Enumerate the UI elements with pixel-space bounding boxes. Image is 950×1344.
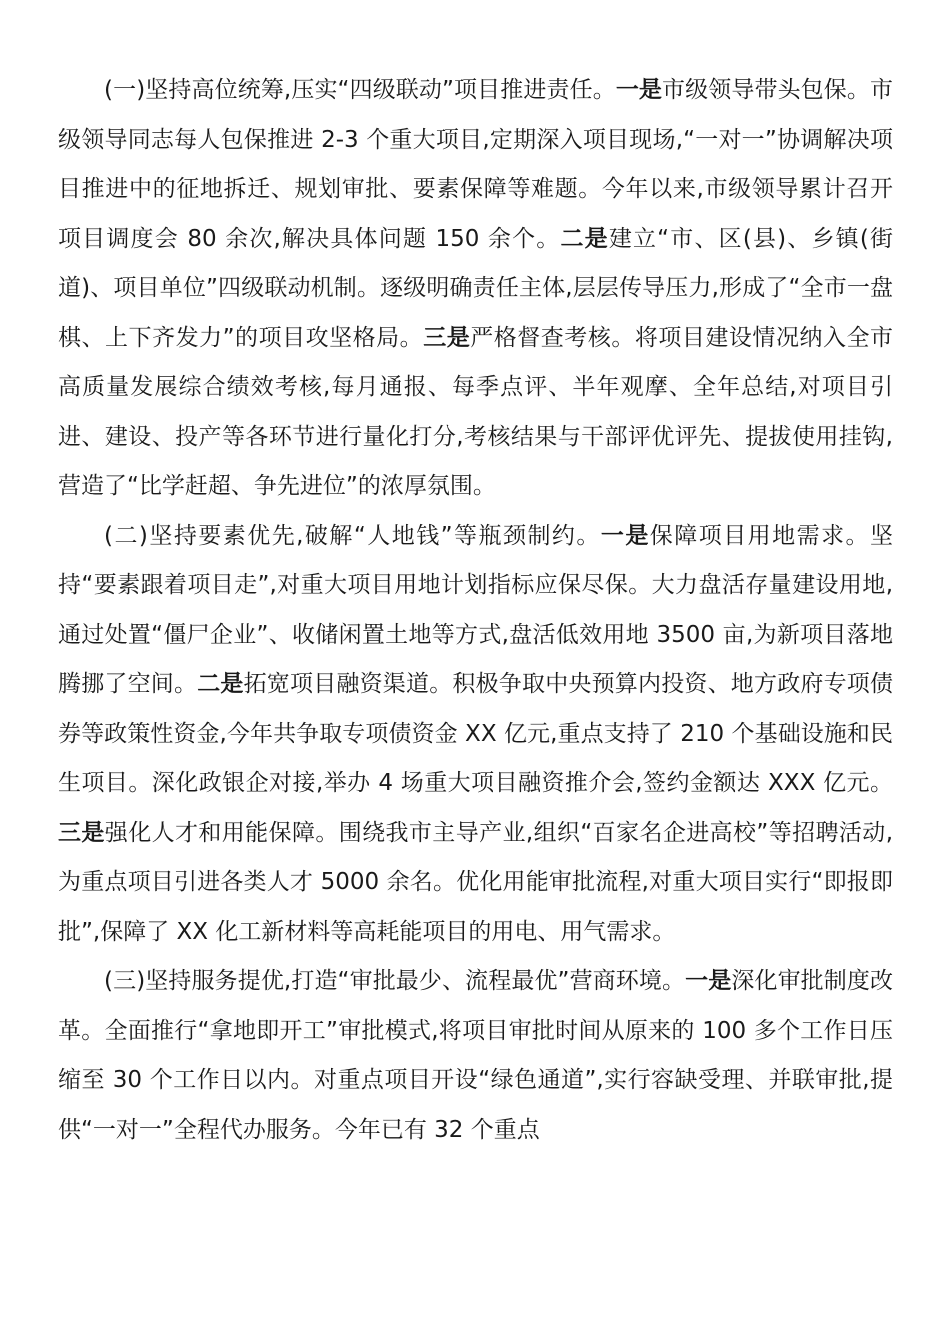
para1-point1-marker: 一是 [615, 77, 663, 103]
para2-point2-marker: 二是 [197, 671, 244, 697]
document-body [58, 66, 893, 1155]
para1-point3-marker: 三是 [423, 324, 471, 351]
para1-point3-text: 严格督查考核。将项目建设情况纳入全市高质量发展综合绩效考核,每月通报、每季点评、半年观摩、全年总结,对项目引进、建设、投产等各环节进行量化打分,考核结果与干部评优评先、提拔使用挂钩,营造了“比学赶超、争先进位”的浓厚氛围。 [58, 324, 894, 499]
para2-point3-text: 强化人才和用能保障。围绕我市主导产业,组织“百家名企进高校”等招聘活动,为重点项目引进各类人才 5000 余名。优化用能审批流程,对重大项目实行“即报即批”,保障了 XX 化工新材料等高耗能项目的用电、用气需求。 [58, 819, 894, 945]
para3-point1-marker: 一是 [685, 968, 732, 994]
para2-heading: (二)坚持要素优先,破解“人地钱”等瓶颈制约。 [104, 522, 601, 549]
paragraph-1 [58, 66, 893, 512]
para2-point3-marker: 三是 [58, 819, 105, 846]
paragraph-2 [58, 512, 893, 958]
paragraph-3 [58, 957, 893, 1155]
para1-point1-text: 市级领导带头包保。市级领导同志每人包保推进 2-3 个重大项目,定期深入项目现场,“一对一”协调解决项目推进中的征地拆迁、规划审批、要素保障等难题。今年以来,市级领导累计召开项目调度会 80 余次,解决具体问题 150 余个。 [58, 77, 894, 252]
para1-point2-marker: 二是 [560, 225, 609, 252]
para2-point1-marker: 一是 [600, 522, 650, 549]
para1-heading: (一)坚持高位统筹,压实“四级联动”项目推进责任。 [104, 77, 616, 103]
para3-point1-text: 深化审批制度改革。全面推行“拿地即开工”审批模式,将项目审批时间从原来的 100 多个工作日压缩至 30 个工作日以内。对重点项目开设“绿色通道”,实行容缺受理、并联审批,提供“一对一”全程代办服务。今年已有 32 个重点 [58, 968, 894, 1143]
para1-point2-text: 建立“市、区(县)、乡镇(街道)、项目单位”四级联动机制。逐级明确责任主体,层层传导压力,形成了“全市一盘棋、上下齐发力”的项目攻坚格局。 [58, 225, 893, 351]
para2-point2-text: 拓宽项目融资渠道。积极争取中央预算内投资、地方政府专项债券等政策性资金,今年共争取专项债资金 XX 亿元,重点支持了 210 个基础设施和民生项目。深化政银企对接,举办 4 场重大项目融资推介会,签约金额达 XXX 亿元。 [58, 671, 894, 796]
para2-point1-text: 保障项目用地需求。坚持“要素跟着项目走”,对重大项目用地计划指标应保尽保。大力盘活存量建设用地,通过处置“僵尸企业”、收储闲置土地等方式,盘活低效用地 3500 亩,为新项目落地腾挪了空间。 [58, 522, 894, 697]
para3-heading: (三)坚持服务提优,打造“审批最少、流程最优”营商环境。 [104, 968, 686, 994]
